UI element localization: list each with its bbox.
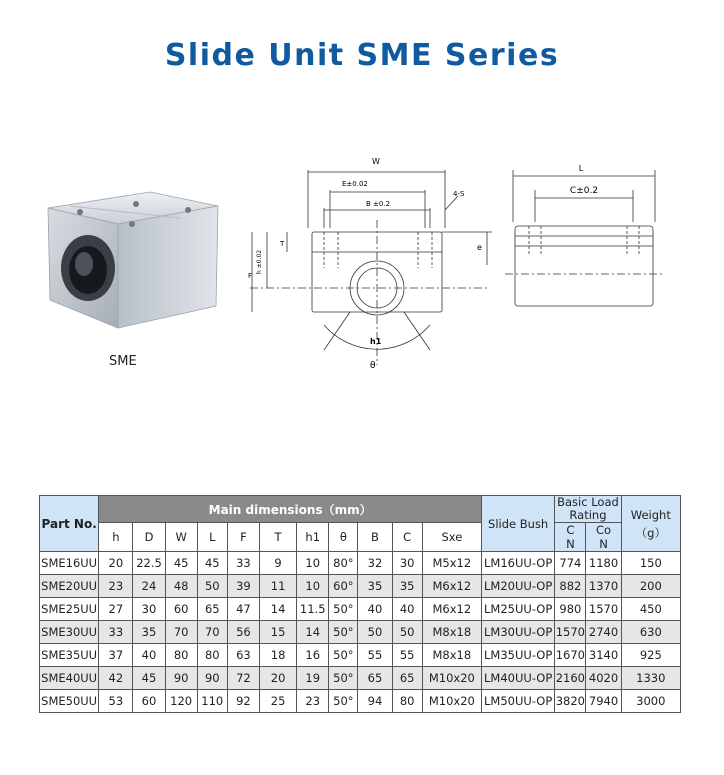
product-photo bbox=[40, 190, 230, 340]
cell: 50° bbox=[329, 667, 358, 690]
cell: 110 bbox=[197, 690, 227, 713]
cell: 200 bbox=[621, 575, 680, 598]
dim-theta: θ bbox=[370, 361, 376, 371]
cell: 50 bbox=[197, 575, 227, 598]
cell: 50° bbox=[329, 598, 358, 621]
cell: M10x20 bbox=[422, 667, 481, 690]
cell: 1180 bbox=[586, 552, 621, 575]
cell: 9 bbox=[259, 552, 296, 575]
cell: 11.5 bbox=[297, 598, 329, 621]
cell: 65 bbox=[358, 667, 392, 690]
side-view-drawing bbox=[495, 160, 670, 320]
cell-part-no: SME35UU bbox=[40, 644, 99, 667]
cell: M6x12 bbox=[422, 598, 481, 621]
cell: 56 bbox=[227, 621, 259, 644]
cell: 774 bbox=[555, 552, 586, 575]
cell: LM20UU-OP bbox=[481, 575, 554, 598]
cell: 60° bbox=[329, 575, 358, 598]
cell: LM40UU-OP bbox=[481, 667, 554, 690]
cell: 20 bbox=[99, 552, 133, 575]
cell: LM25UU-OP bbox=[481, 598, 554, 621]
cell: 45 bbox=[197, 552, 227, 575]
front-view-drawing bbox=[240, 150, 480, 380]
cell: 3820 bbox=[555, 690, 586, 713]
cell: 3140 bbox=[586, 644, 621, 667]
cell: 30 bbox=[133, 598, 165, 621]
col-T: T bbox=[259, 523, 296, 552]
dim-L: L bbox=[578, 164, 584, 173]
load-C-label: C bbox=[566, 523, 575, 537]
table-row bbox=[40, 552, 681, 575]
weight-unit: （g） bbox=[635, 525, 666, 540]
table-row bbox=[40, 621, 681, 644]
header-slide-bush: Slide Bush bbox=[481, 496, 554, 552]
cell: 60 bbox=[133, 690, 165, 713]
weight-label: Weight bbox=[630, 507, 671, 522]
cell: 1330 bbox=[621, 667, 680, 690]
cell: 35 bbox=[133, 621, 165, 644]
cell: 7940 bbox=[586, 690, 621, 713]
cell: 65 bbox=[392, 667, 422, 690]
dim-T: T bbox=[280, 240, 285, 248]
cell: 882 bbox=[555, 575, 586, 598]
cell: 15 bbox=[259, 621, 296, 644]
col-C: C bbox=[392, 523, 422, 552]
load-C-unit: N bbox=[566, 537, 575, 551]
cell: 19 bbox=[297, 667, 329, 690]
cell: 80 bbox=[197, 644, 227, 667]
photo-caption: SME bbox=[109, 354, 137, 369]
cell: 48 bbox=[165, 575, 197, 598]
cell: 80 bbox=[392, 690, 422, 713]
cell-part-no: SME40UU bbox=[40, 667, 99, 690]
col-h: h bbox=[99, 523, 133, 552]
cell: 55 bbox=[392, 644, 422, 667]
cell: 23 bbox=[297, 690, 329, 713]
dim-h: h ±0.02 bbox=[256, 249, 263, 274]
page-title: Slide Unit SME Series bbox=[164, 38, 560, 73]
table-row bbox=[40, 598, 681, 621]
cell-part-no: SME50UU bbox=[40, 690, 99, 713]
cell: 33 bbox=[227, 552, 259, 575]
cell: 25 bbox=[259, 690, 296, 713]
cell-part-no: SME16UU bbox=[40, 552, 99, 575]
cell: 60 bbox=[165, 598, 197, 621]
col-F: F bbox=[227, 523, 259, 552]
dim-h1: h1 bbox=[370, 337, 382, 346]
cell: 90 bbox=[197, 667, 227, 690]
cell: 50° bbox=[329, 621, 358, 644]
cell: 50° bbox=[329, 644, 358, 667]
cell: 20 bbox=[259, 667, 296, 690]
table-row bbox=[40, 690, 681, 713]
dim-e: e bbox=[477, 243, 482, 252]
header-part-no: Part No. bbox=[40, 496, 99, 552]
cell: 4020 bbox=[586, 667, 621, 690]
cell: 925 bbox=[621, 644, 680, 667]
cell: 70 bbox=[197, 621, 227, 644]
col-load-Co bbox=[586, 523, 621, 552]
cell: 42 bbox=[99, 667, 133, 690]
cell: 120 bbox=[165, 690, 197, 713]
spec-table bbox=[39, 495, 681, 713]
col-Sxe: Sxe bbox=[422, 523, 481, 552]
cell: 37 bbox=[99, 644, 133, 667]
cell: 47 bbox=[227, 598, 259, 621]
dim-B: B ±0.2 bbox=[366, 200, 391, 208]
cell: 2160 bbox=[555, 667, 586, 690]
cell: 50 bbox=[358, 621, 392, 644]
cell: 1570 bbox=[586, 598, 621, 621]
cell: 3000 bbox=[621, 690, 680, 713]
cell: 70 bbox=[165, 621, 197, 644]
cell: 35 bbox=[358, 575, 392, 598]
cell-part-no: SME30UU bbox=[40, 621, 99, 644]
cell: 11 bbox=[259, 575, 296, 598]
cell: 22.5 bbox=[133, 552, 165, 575]
cell: 1670 bbox=[555, 644, 586, 667]
table-row bbox=[40, 575, 681, 598]
cell: LM16UU-OP bbox=[481, 552, 554, 575]
cell: 40 bbox=[358, 598, 392, 621]
col-W: W bbox=[165, 523, 197, 552]
header-main-dimensions: Main dimensions（mm） bbox=[99, 496, 482, 523]
cell: M10x20 bbox=[422, 690, 481, 713]
load-Co-label: Co bbox=[595, 523, 612, 537]
col-B: B bbox=[358, 523, 392, 552]
cell: 65 bbox=[197, 598, 227, 621]
cell: 10 bbox=[297, 552, 329, 575]
cell: 14 bbox=[259, 598, 296, 621]
dim-W: W bbox=[372, 157, 380, 166]
cell: 40 bbox=[133, 644, 165, 667]
cell: M6x12 bbox=[422, 575, 481, 598]
cell: 45 bbox=[165, 552, 197, 575]
cell: 53 bbox=[99, 690, 133, 713]
dim-F: F bbox=[248, 272, 253, 280]
cell: 30 bbox=[392, 552, 422, 575]
cell: 2740 bbox=[586, 621, 621, 644]
table-row bbox=[40, 644, 681, 667]
cell: M8x18 bbox=[422, 621, 481, 644]
col-D: D bbox=[133, 523, 165, 552]
cell: M8x18 bbox=[422, 644, 481, 667]
cell: 33 bbox=[99, 621, 133, 644]
cell: M5x12 bbox=[422, 552, 481, 575]
cell: 16 bbox=[297, 644, 329, 667]
dim-S: 4-S bbox=[453, 190, 465, 198]
cell: 10 bbox=[297, 575, 329, 598]
cell: 630 bbox=[621, 621, 680, 644]
header-weight bbox=[621, 496, 680, 552]
cell: LM30UU-OP bbox=[481, 621, 554, 644]
cell: 18 bbox=[259, 644, 296, 667]
cell: 63 bbox=[227, 644, 259, 667]
cell: 94 bbox=[358, 690, 392, 713]
header-basic-load bbox=[555, 496, 621, 523]
cell: LM50UU-OP bbox=[481, 690, 554, 713]
cell: 450 bbox=[621, 598, 680, 621]
dim-C: C±0.2 bbox=[569, 186, 599, 196]
cell: 90 bbox=[165, 667, 197, 690]
cell: 50° bbox=[329, 690, 358, 713]
cell-part-no: SME20UU bbox=[40, 575, 99, 598]
cell: 92 bbox=[227, 690, 259, 713]
col-L: L bbox=[197, 523, 227, 552]
col-load-C bbox=[555, 523, 586, 552]
cell: 80 bbox=[165, 644, 197, 667]
load-Co-unit: N bbox=[599, 537, 608, 551]
cell: 1570 bbox=[555, 621, 586, 644]
cell: 40 bbox=[392, 598, 422, 621]
basic-load-label: Basic Load Rating bbox=[557, 495, 619, 522]
cell: 35 bbox=[392, 575, 422, 598]
cell: 23 bbox=[99, 575, 133, 598]
cell-part-no: SME25UU bbox=[40, 598, 99, 621]
cell: LM35UU-OP bbox=[481, 644, 554, 667]
cell: 39 bbox=[227, 575, 259, 598]
cell: 150 bbox=[621, 552, 680, 575]
cell: 80° bbox=[329, 552, 358, 575]
cell: 72 bbox=[227, 667, 259, 690]
cell: 27 bbox=[99, 598, 133, 621]
cell: 55 bbox=[358, 644, 392, 667]
table-row bbox=[40, 667, 681, 690]
cell: 14 bbox=[297, 621, 329, 644]
cell: 50 bbox=[392, 621, 422, 644]
cell: 1370 bbox=[586, 575, 621, 598]
col-theta: θ bbox=[329, 523, 358, 552]
dim-E: E±0.02 bbox=[342, 180, 368, 188]
cell: 45 bbox=[133, 667, 165, 690]
cell: 980 bbox=[555, 598, 586, 621]
col-h1: h1 bbox=[297, 523, 329, 552]
cell: 32 bbox=[358, 552, 392, 575]
cell: 24 bbox=[133, 575, 165, 598]
